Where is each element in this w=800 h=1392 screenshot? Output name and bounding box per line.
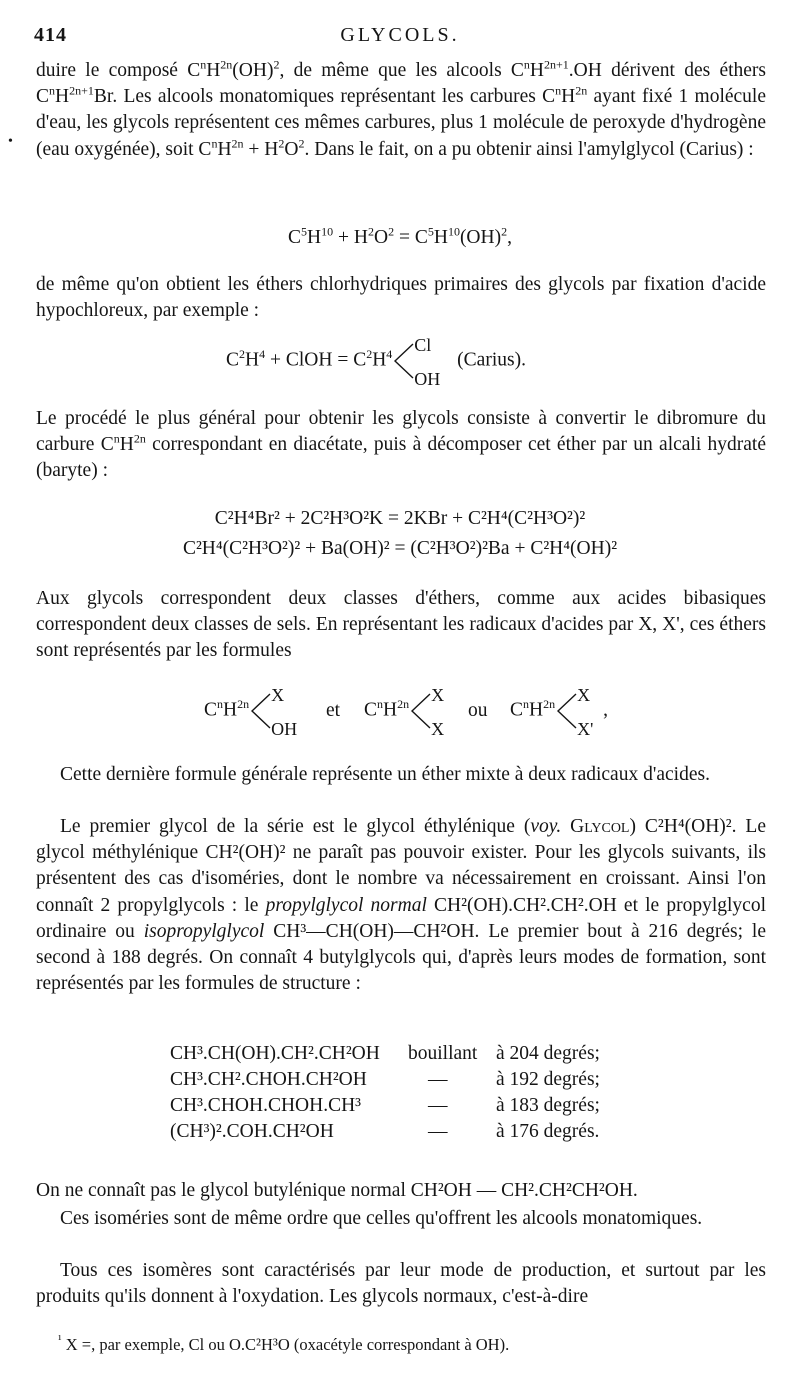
paragraph-butylenic: On ne connaît pas le glycol butylénique normal CH²OH — CH².CH²CH²OH.	[36, 1180, 638, 1201]
equation-amylglycol: $C^5H^{10} + H^2O^2 = C^5H^{10}(OH)^2$,	[288, 224, 512, 248]
paragraph-isomery-order: Ces isoméries sont de même ordre que celles qu'offrent les alcools monatomiques.	[60, 1208, 703, 1229]
label-cell: —	[428, 1095, 448, 1116]
paragraph-general-method: Le procédé le plus général pour obtenir les glycols consiste à convertir le dibromure du carbure $C^nH^{2n}$ correspondant en diacétate, puis à décomposer cet éther par un alcali hydraté (baryte) :	[36, 408, 766, 482]
paragraph-intro: duire le composé $C^nH^{2n}(OH)^2$, de même que les alcools $C^nH^{2n+1}.OH$ dérivent des éthers $C^nH^{2n+1}Br$. Les alcools monatomiques représentant les carbures $C^nH^{2n}$ ayant fixé 1 molécule d'eau, les glycols représentent ces mêmes carbures, plus 1 molécule de peroxyde d'hydrogène (eau oxygénée), soit $C^nH^{2n} + H^2O^2$. Dans le fait, on a pu obtenir ainsi l'amylglycol (Carius) :	[36, 57, 766, 160]
formula-ether-2: $C^nH^{2n}$ X X	[364, 688, 453, 734]
margin-mark: •	[8, 134, 13, 149]
footnote-text: X =, par exemple, Cl ou O.C²H³O (oxacétyle correspondant à OH).	[61, 1335, 510, 1354]
formula-cell: CH³.CHOH.CHOH.CH³	[170, 1095, 362, 1116]
equation-baryta: C²H⁴(C²H³O²)² + Ba(OH)² = (C²H³O²)²Ba + C²H⁴(OH)²	[182, 538, 618, 559]
branch-bracket: X OH	[249, 688, 299, 734]
paragraph-isomerism: Le premier glycol de la série est le glycol éthylénique (voy. Glycol) C²H⁴(OH)². Le glycol méthylénique CH²(OH)² ne paraît pas pouvoir exister. Pour les glycols suivants, ils présentent des cas d'isoméries, dont le nombre va nécessairement en croissant. Ainsi l'on connaît 2 propylglycols : le propylglycol normal CH²(OH).CH².CH².OH et le propylglycol ordinaire ou isopropylglycol CH³—CH(OH)—CH²OH. Le premier bout à 216 degrés; le second à 188 degrés. On connaît 4 butylglycols qui, d'après leurs modes de formation, sont représentés par les formules de structure :	[36, 816, 766, 995]
formula-cell: CH³.CH(OH).CH².CH²OH	[170, 1043, 380, 1064]
page-number: 414	[34, 24, 67, 46]
running-title: GLYCOLS.	[340, 24, 460, 46]
equation-hypochlorous: $C^2H^4$ + ClOH = $C^2H^4$ Cl OH (Carius).	[226, 335, 526, 389]
footnote-mark: ¹	[58, 1332, 62, 1347]
running-header	[34, 24, 766, 50]
temperature-cell: à 176 degrés.	[496, 1121, 600, 1142]
label-cell: bouillant	[408, 1043, 478, 1064]
paragraph-oxidation: Tous ces isomères sont caractérisés par leur mode de production, et surtout par les produits qu'ils donnent à l'oxydation. Les glycols normaux, c'est-à-dire	[36, 1260, 766, 1308]
table-row	[170, 1118, 640, 1145]
label-cell: —	[428, 1069, 448, 1090]
paragraph-ether-classes: Aux glycols correspondent deux classes d'éthers, comme aux acides bibasiques correspondent deux classes de sels. En représentant les radicaux d'acides par X, X', ces éthers sont représentés par les formules	[36, 588, 766, 662]
table-row	[170, 1092, 640, 1119]
branch-bracket: Cl OH	[392, 338, 452, 384]
formula-ether-1: $C^nH^{2n}$ X OH	[204, 685, 298, 739]
temperature-cell: à 204 degrés;	[496, 1043, 600, 1064]
formula-cell: (CH³)².COH.CH²OH	[170, 1121, 334, 1142]
paragraph-mixed-ether: Cette dernière formule générale représente un éther mixte à deux radicaux d'acides.	[60, 764, 710, 785]
word-et: et	[326, 700, 341, 721]
formula-ether-3: $C^nH^{2n}$ X X' ,	[510, 685, 608, 739]
table-row	[170, 1040, 640, 1067]
label-cell: —	[428, 1121, 448, 1142]
temperature-cell: à 192 degrés;	[496, 1069, 600, 1090]
paragraph-chlorhydric: de même qu'on obtient les éthers chlorhydriques primaires des glycols par fixation d'acide hypochloreux, par exemple :	[36, 274, 766, 322]
footnote	[58, 1334, 509, 1356]
word-ou: ou	[468, 700, 488, 721]
branch-bracket: X X	[409, 688, 453, 734]
branch-bracket: X X'	[555, 688, 603, 734]
equation-dibromide: C²H⁴Br² + 2C²H³O²K = 2KBr + C²H⁴(C²H³O²)²	[214, 508, 586, 529]
table-row	[170, 1066, 640, 1093]
temperature-cell: à 183 degrés;	[496, 1095, 600, 1116]
formula-cell: CH³.CH².CHOH.CH²OH	[170, 1069, 367, 1090]
